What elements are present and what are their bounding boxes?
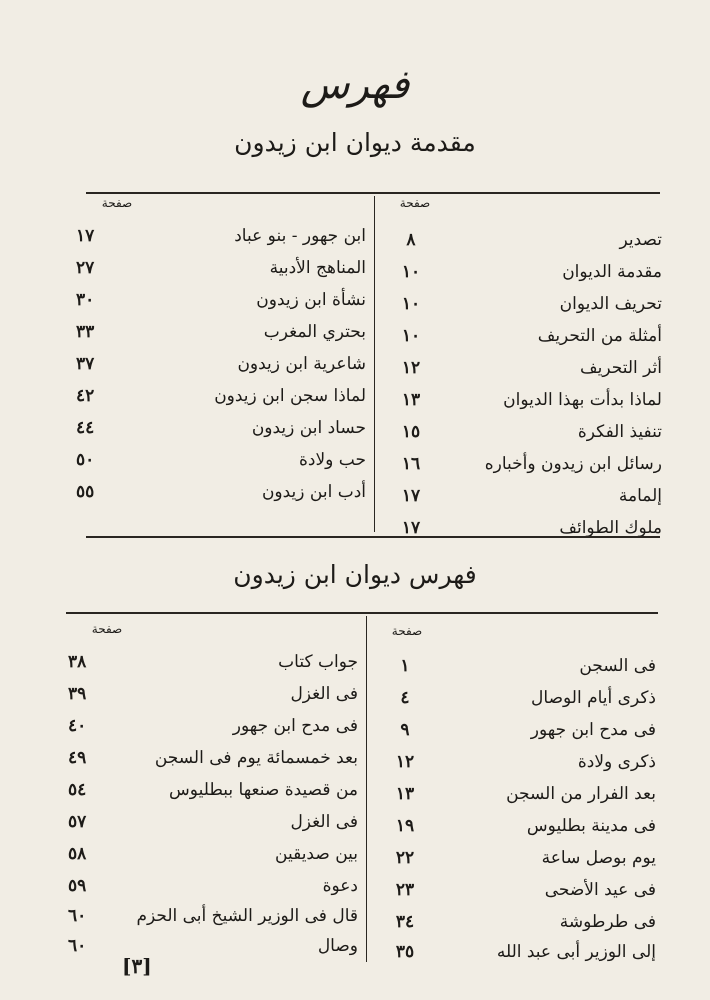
list-item [76, 252, 366, 284]
list-item [382, 480, 662, 512]
list-item [376, 714, 656, 746]
list-item [68, 806, 358, 838]
list-item [376, 778, 656, 810]
list-item [76, 220, 366, 252]
entry-title: ابن جهور - بنو عباد [234, 226, 366, 246]
entry-title: فى مدح ابن جهور [232, 716, 358, 736]
entry-page: ٥٤ [68, 780, 87, 800]
entry-page: ٣٩ [68, 684, 87, 704]
entry-title: تصدير [619, 230, 662, 250]
entry-title: مقدمة الديوان [562, 262, 662, 282]
list-item [68, 710, 358, 742]
entry-page: ٣٠ [76, 290, 95, 310]
entry-page: ٣٧ [76, 354, 95, 374]
list-item [382, 320, 662, 352]
entry-page: ١٧ [401, 518, 421, 538]
list-item [76, 444, 366, 476]
entry-page: ١٣ [401, 390, 421, 410]
entry-title: بعد الفرار من السجن [506, 784, 656, 804]
entry-title: نشأة ابن زيدون [256, 290, 366, 310]
list-item [76, 284, 366, 316]
entry-title: فى عيد الأضحى [544, 880, 656, 900]
entry-page: ١٢ [395, 752, 415, 772]
entry-title: إلى الوزير أبى عبد الله [496, 942, 656, 962]
entry-page: ٦٠ [68, 936, 87, 956]
list-item [68, 900, 358, 932]
section1-title: مقدمة ديوان ابن زيدون [234, 128, 476, 157]
entry-title: لماذا سجن ابن زيدون [214, 386, 366, 406]
entry-page: ٣٤ [395, 912, 415, 932]
list-item [376, 810, 656, 842]
entry-title: بين صديقين [275, 844, 358, 864]
entry-title: أدب ابن زيدون [261, 482, 366, 502]
entry-title: بعد خمسمائة يوم فى السجن [154, 748, 358, 768]
entry-page: ٣٥ [395, 942, 415, 962]
list-item [68, 870, 358, 902]
list-item [68, 930, 358, 962]
entry-title: جواب كتاب [278, 652, 358, 672]
entry-page: ٤ [400, 688, 410, 708]
entry-title: المناهج الأدبية [269, 258, 366, 278]
list-item [382, 256, 662, 288]
section1-column-divider [374, 196, 375, 532]
entry-title: فى الغزل [290, 812, 358, 832]
entry-page: ٨ [406, 230, 416, 250]
entry-page: ٥٠ [76, 450, 95, 470]
entry-page: ١٣ [395, 784, 415, 804]
section2-column-divider [366, 616, 367, 962]
entry-page: ٥٧ [68, 812, 87, 832]
entry-page: ١٧ [401, 486, 421, 506]
list-item [76, 412, 366, 444]
list-item [68, 774, 358, 806]
entry-title: أمثلة من التحريف [537, 326, 662, 346]
section1-left-page-label: صفحة [101, 196, 133, 210]
entry-title: من قصيدة صنعها ببطليوس [169, 780, 358, 800]
entry-title: أثر التحريف [580, 358, 662, 378]
entry-page: ١٩ [395, 816, 415, 836]
entry-title: بحتري المغرب [263, 322, 366, 342]
entry-title: إلمامة [618, 486, 662, 506]
list-item [376, 682, 656, 714]
entry-title: وصال [317, 936, 358, 956]
entry-page: ١٠ [401, 262, 421, 282]
entry-title: تنفيذ الفكرة [577, 422, 662, 442]
entry-page: ٥٩ [68, 876, 87, 896]
entry-title: فى مدينة بطليوس [526, 816, 656, 836]
entry-title: فى طرطوشة [559, 912, 656, 932]
list-item [376, 746, 656, 778]
list-item [382, 512, 662, 544]
entry-title: دعوة [322, 876, 358, 896]
list-item [382, 288, 662, 320]
entry-title: تحريف الديوان [559, 294, 662, 314]
list-item [68, 646, 358, 678]
list-item [76, 348, 366, 380]
entry-page: ٦٠ [68, 906, 87, 926]
entry-page: ١٢ [401, 358, 421, 378]
entry-title: لماذا بدأت بهذا الديوان [503, 390, 662, 410]
entry-page: ١٥ [401, 422, 421, 442]
section2-left-page-label: صفحة [91, 622, 123, 636]
entry-page: ٣٨ [68, 652, 87, 672]
entry-page: ٥٥ [76, 482, 95, 502]
list-item [382, 384, 662, 416]
entry-title: شاعرية ابن زيدون [237, 354, 366, 374]
entry-title: فى السجن [579, 656, 656, 676]
section1-right-page-label: صفحة [399, 196, 431, 210]
list-item [76, 380, 366, 412]
entry-page: ٤٠ [68, 716, 87, 736]
entry-page: ١ [400, 656, 410, 676]
entry-page: ١٠ [401, 294, 421, 314]
list-item [376, 650, 656, 682]
list-item [76, 316, 366, 348]
entry-title: حساد ابن زيدون [251, 418, 366, 438]
entry-page: ٢٣ [395, 880, 415, 900]
section1-top-rule [86, 192, 660, 194]
section1-bottom-rule [86, 536, 660, 538]
list-item [76, 476, 366, 508]
entry-page: ١٠ [401, 326, 421, 346]
entry-page: ٢٢ [395, 848, 415, 868]
list-item [376, 842, 656, 874]
entry-title: حب ولادة [299, 450, 366, 470]
section2-right-page-label: صفحة [391, 624, 423, 638]
entry-title: فى مدح ابن جهور [530, 720, 656, 740]
list-item [382, 448, 662, 480]
page-number: [٣] [122, 954, 152, 978]
entry-page: ١٦ [401, 454, 421, 474]
entry-title: فى الغزل [290, 684, 358, 704]
list-item [382, 224, 662, 256]
entry-page: ٤٢ [76, 386, 95, 406]
entry-title: ذكرى أيام الوصال [531, 688, 656, 708]
list-item [376, 874, 656, 906]
entry-title: ملوك الطوائف [559, 518, 662, 538]
section2-top-rule [66, 612, 658, 614]
entry-page: ٩ [400, 720, 410, 740]
list-item [68, 838, 358, 870]
entry-page: ١٧ [76, 226, 95, 246]
list-item [382, 416, 662, 448]
main-title: فهرس [300, 62, 410, 108]
entry-title: رسائل ابن زيدون وأخباره [484, 454, 662, 474]
list-item [68, 742, 358, 774]
entry-page: ٥٨ [68, 844, 87, 864]
list-item [376, 936, 656, 968]
list-item [382, 352, 662, 384]
entry-title: يوم بوصل ساعة [541, 848, 656, 868]
entry-page: ٤٤ [76, 418, 95, 438]
list-item [68, 678, 358, 710]
entry-title: قال فى الوزير الشيخ أبى الحزم [136, 906, 358, 926]
entry-page: ٣٣ [76, 322, 95, 342]
entry-page: ٢٧ [76, 258, 95, 278]
entry-title: ذكرى ولادة [577, 752, 656, 772]
entry-page: ٤٩ [68, 748, 87, 768]
list-item [376, 906, 656, 938]
section2-title: فهرس ديوان ابن زيدون [233, 560, 477, 589]
